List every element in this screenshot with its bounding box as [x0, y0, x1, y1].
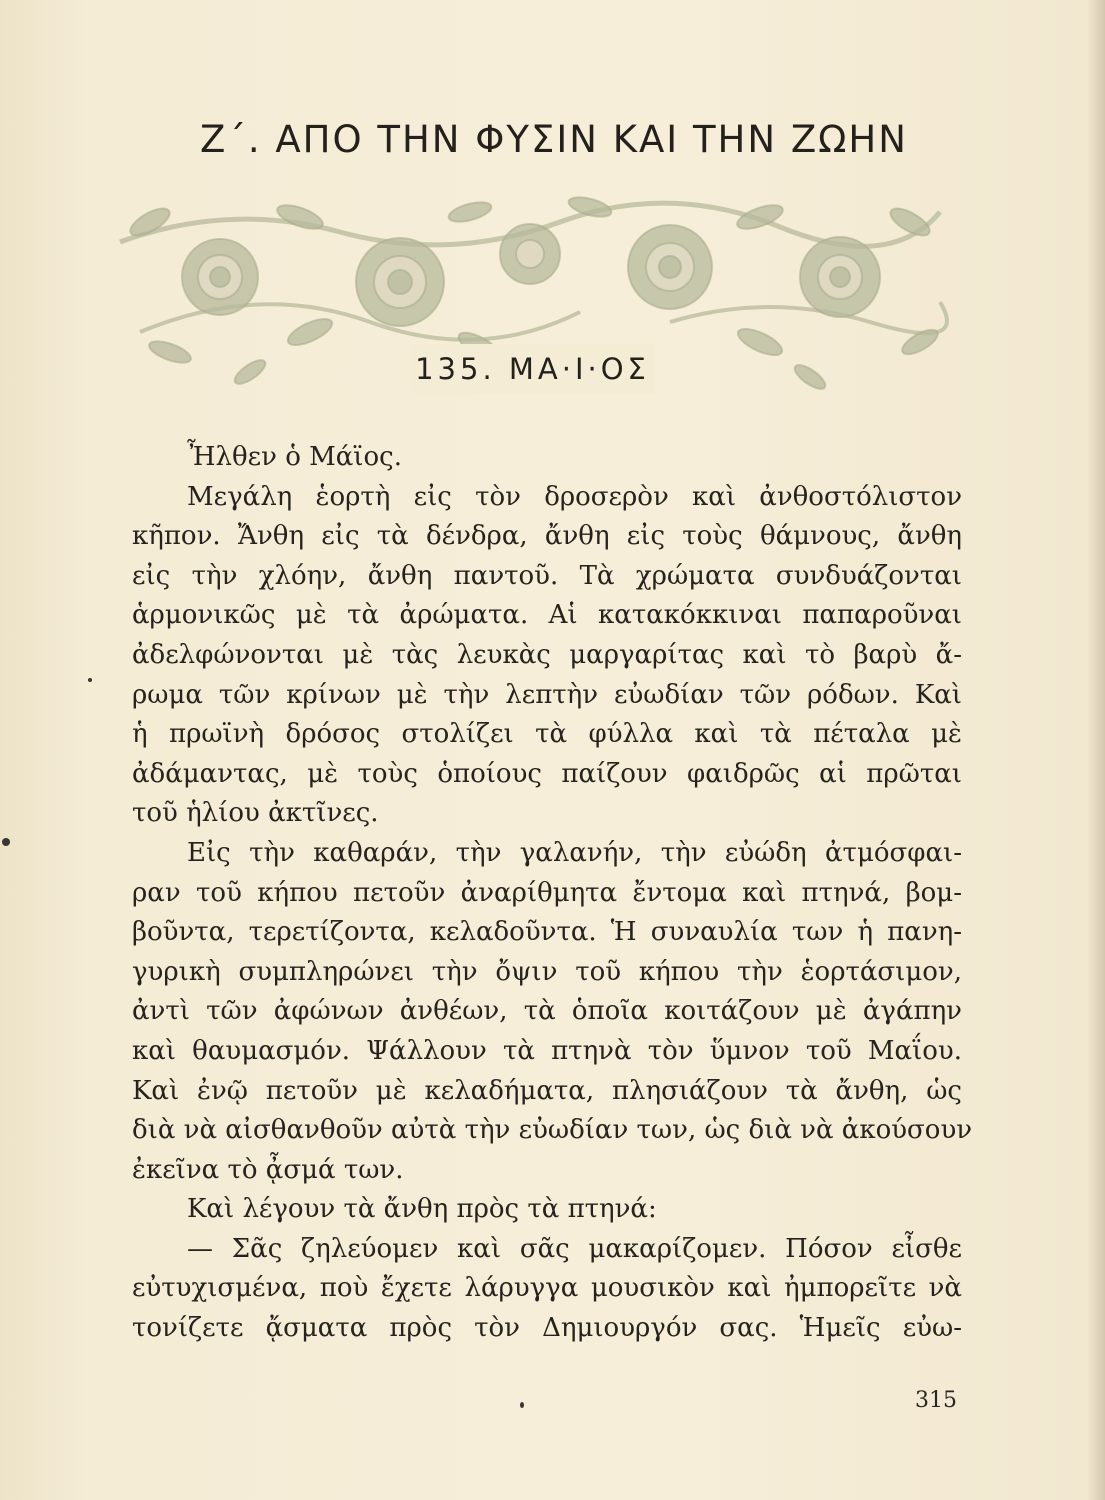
text-line: ἡ πρωϊνὴ δρόσος στολίζει τὰ φύλλα καὶ τὰ πέταλα μὲ — [132, 719, 962, 750]
text-line: καὶ θαυμασμόν. Ψάλλουν τὰ πτηνὰ τὸν ὕμνον τοῦ Μαΐου. — [132, 1035, 962, 1066]
section-title: Ζ΄. ΑΠΟ ΤΗΝ ΦΥΣΙΝ ΚΑΙ ΤΗΝ ΖΩΗΝ — [200, 118, 908, 161]
text-line: ραν τοῦ κήπου πετοῦν ἀναρίθμητα ἔντομα καὶ πτηνά, βομ- — [132, 877, 962, 908]
text-line: τοῦ ἡλίου ἀκτῖνες. — [132, 798, 379, 829]
text-line: εἰς τὴν χλόην, ἄνθη παντοῦ. Τὰ χρώματα συνδυάζονται — [132, 560, 962, 591]
text-line: ἐκεῖνα τὸ ᾆσμά των. — [132, 1154, 404, 1185]
ink-speck — [2, 838, 10, 846]
chapter-title: 135. ΜΑ·Ι·ΟΣ — [410, 344, 655, 394]
text-line: διὰ νὰ αἰσθανθοῦν αὐτὰ τὴν εὐωδίαν των, ὡς διὰ νὰ ἀκούσουν — [132, 1115, 973, 1146]
text-line: Καὶ ἐνῷ πετοῦν μὲ κελαδήματα, πλησιάζουν τὰ ἄνθη, ὡς — [132, 1075, 962, 1106]
ink-speck — [520, 1402, 524, 1408]
text-line: τονίζετε ᾄσματα πρὸς τὸν Δημιουργόν σας. Ἡμεῖς εὐω- — [132, 1313, 962, 1344]
text-line: βοῦντα, τερετίζοντα, κελαδοῦντα. Ἡ συναυλία των ἡ πανη- — [132, 917, 962, 948]
page-edge-shadow — [1087, 0, 1105, 1500]
text-line: κῆπον. Ἄνθη εἰς τὰ δένδρα, ἄνθη εἰς τοὺς θάμνους, ἄνθη — [132, 521, 962, 552]
text-line: εὐτυχισμένα, ποὺ ἔχετε λάρυγγα μουσικὸν καὶ ἠμπορεῖτε νὰ — [132, 1273, 962, 1304]
text-line: γυρικὴ συμπληρώνει τὴν ὄψιν τοῦ κήπου τὴν ἑορτάσιμον, — [132, 956, 962, 987]
body-text — [132, 438, 973, 1349]
page-number: 315 — [915, 1388, 957, 1413]
text-line: ἀδελφώνονται μὲ τὰς λευκὰς μαργαρίτας καὶ τὸ βαρὺ ἄ- — [132, 639, 962, 670]
text-line: — Σᾶς ζηλεύομεν καὶ σᾶς μακαρίζομεν. Πόσον εἶσθε — [187, 1233, 962, 1264]
text-line: ἁρμονικῶς μὲ τὰ ἀρώματα. Αἱ κατακόκκιναι παπαροῦναι — [132, 600, 962, 631]
text-line: ἀδάμαντας, μὲ τοὺς ὁποίους παίζουν φαιδρῶς αἱ πρῶται — [132, 758, 962, 789]
text-line: ρωμα τῶν κρίνων μὲ τὴν λεπτὴν εὐωδίαν τῶν ρόδων. Καὶ — [132, 679, 962, 710]
text-line: Ἦλθεν ὁ Μάϊος. — [187, 442, 402, 472]
text-line: ἀντὶ τῶν ἀφώνων ἀνθέων, τὰ ὁποῖα κοιτάζουν μὲ ἀγάπην — [132, 996, 962, 1027]
text-line: Εἰς τὴν καθαράν, τὴν γαλανήν, τὴν εὐώδη ἀτμόσφαι- — [187, 837, 962, 868]
text-line: Μεγάλη ἑορτὴ εἰς τὸν δροσερὸν καὶ ἀνθοστόλιστον — [187, 481, 962, 512]
text-line: Καὶ λέγουν τὰ ἄνθη πρὸς τὰ πτηνά: — [187, 1194, 657, 1225]
ink-speck — [88, 678, 92, 682]
